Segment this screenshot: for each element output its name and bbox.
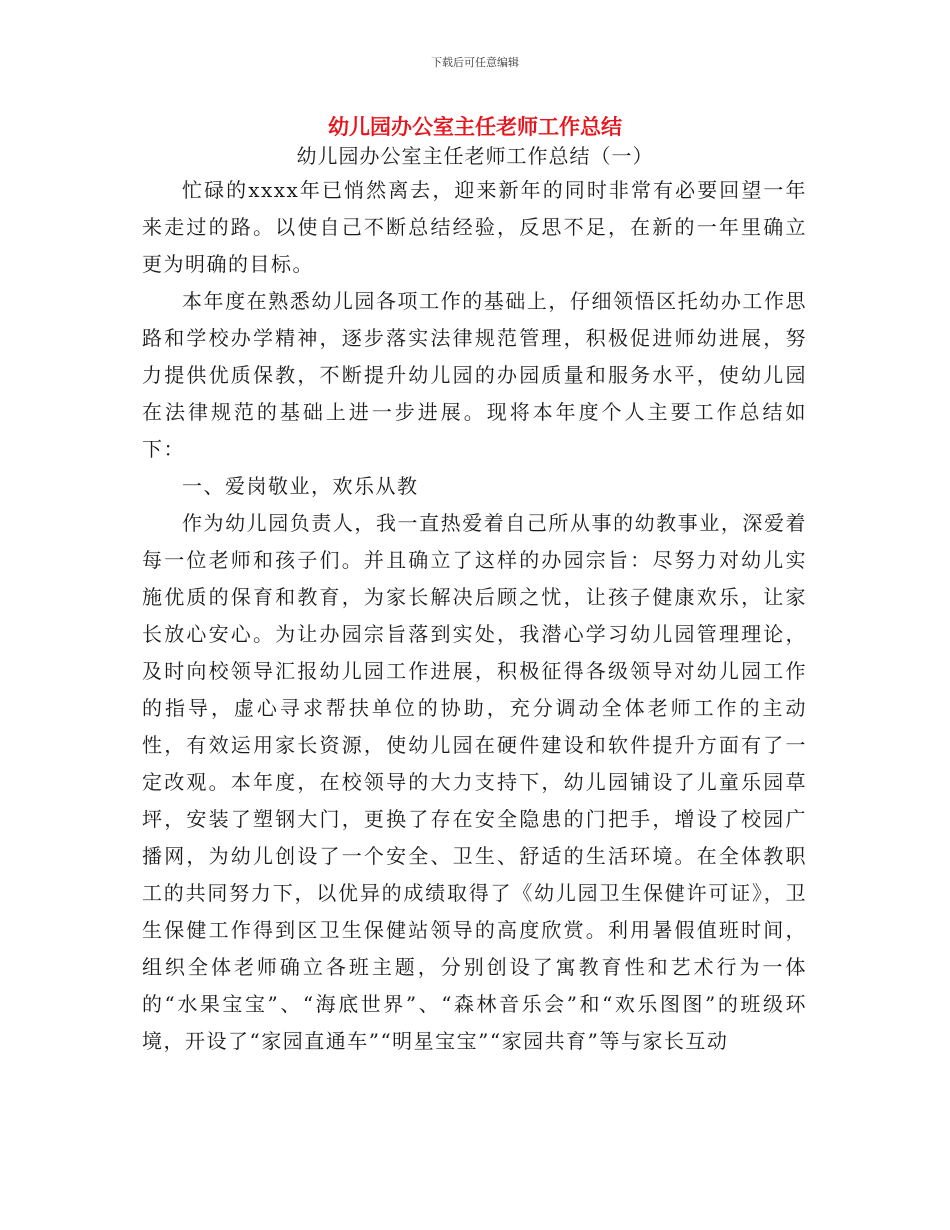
paragraph-section-one: 作为幼儿园负责人，我一直热爱着自己所从事的幼教事业，深爱着每一位老师和孩子们。并且确立了这样的办园宗旨：尽努力对幼儿实施优质的保育和教育，为家长解决后顾之忧，让孩子健康欢乐，让家长放心安心。为让办园宗旨落到实处，我潜心学习幼儿园管理理论，及时向校领导汇报幼儿园工作进展，积极征得各级领导对幼儿园工作的指导，虚心寻求帮扶单位的协助，充分调动全体老师工作的主动性，有效运用家长资源，使幼儿园在硬件建设和软件提升方面有了一定改观。本年度，在校领导的大力支持下，幼儿园铺设了儿童乐园草坪，安装了塑钢大门，更换了存在安全隐患的门把手，增设了校园广播网，为幼儿创设了一个安全、卫生、舒适的生活环境。在全体教职工的共同努力下，以优异的成绩取得了《幼儿园卫生保健许可证》，卫生保健工作得到区卫生保健站领导的高度欣赏。利用暑假值班时间，组织全体老师确立各班主题，分别创设了寓教育性和艺术行为一体的“水果宝宝”、“海底世界”、“森林音乐会”和“欢乐图图”的班级环境，开设了“家园直通车”“明星宝宝”“家园共育”等与家长互动 — [142, 511, 807, 1053]
document-body — [142, 172, 807, 1060]
document-title: 幼儿园办公室主任老师工作总结 — [328, 115, 622, 139]
paragraph-intro: 忙碌的xxxx年已悄然离去，迎来新年的同时非常有必要回望一年来走过的路。以使自己不断总结经验，反思不足，在新的一年里确立更为明确的目标。 — [142, 178, 807, 276]
section-heading: 一、爱岗敬业，欢乐从教 — [182, 474, 419, 498]
paragraph-overview: 本年度在熟悉幼儿园各项工作的基础上，仔细领悟区托幼办工作思路和学校办学精神，逐步落实法律规范管理，积极促进师幼进展，努力提供优质保教，不断提升幼儿园的办园质量和服务水平，使幼儿园在法律规范的基础上进一步进展。现将本年度个人主要工作总结如下： — [142, 289, 807, 461]
document-subtitle: 幼儿园办公室主任老师工作总结（一） — [296, 144, 654, 168]
header-note: 下载后可任意编辑 — [431, 56, 519, 69]
